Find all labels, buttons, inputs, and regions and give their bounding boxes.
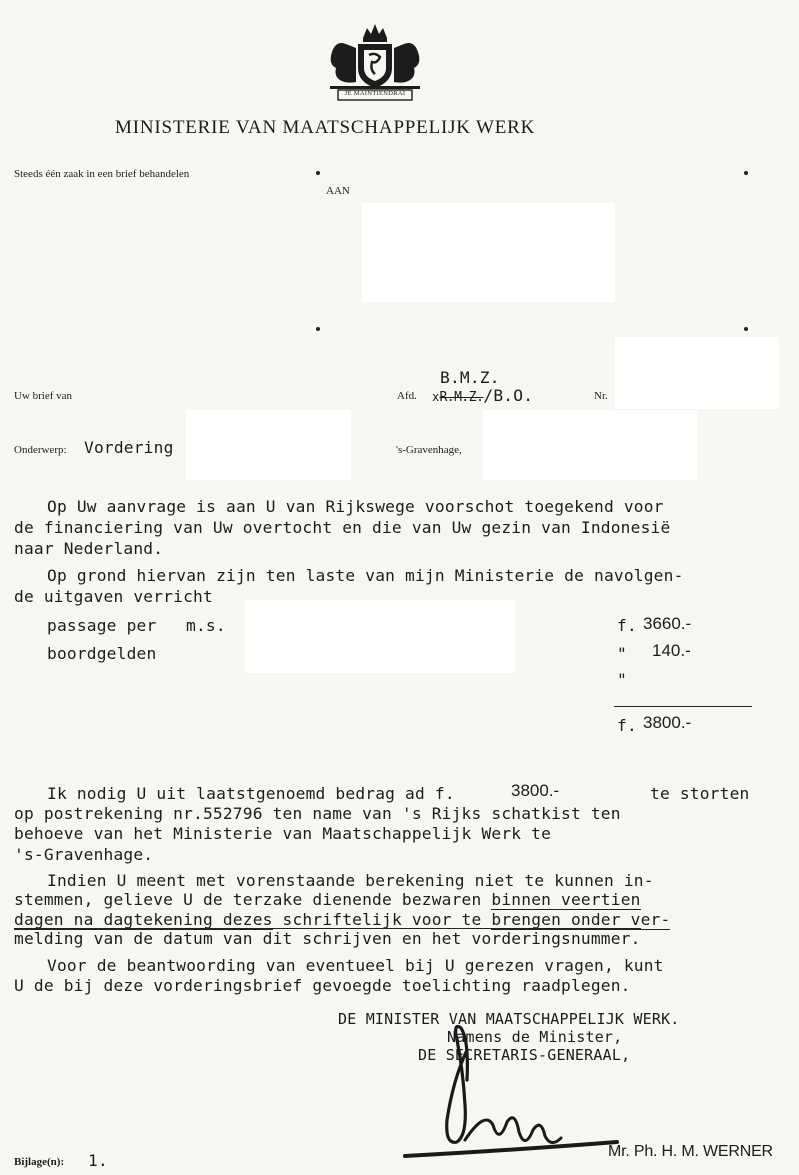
body-line: behoeve van het Ministerie van Maatschappelijk Werk te: [14, 824, 552, 843]
department-suffix: /B.O.: [483, 386, 534, 405]
body-text: melding van de datum van dit schrijven en het vorderingsnummer.: [14, 929, 641, 948]
total-amount: 3800.-: [643, 713, 692, 732]
item-currency: ": [617, 670, 627, 689]
body-line: U de bij deze vorderingsbrief gevoegde toelichting raadplegen.: [14, 976, 631, 995]
body-line: op postrekening nr.552796 ten name van 's Rijks schatkist ten: [14, 804, 621, 823]
redacted-address: [362, 203, 615, 302]
body-line: de uitgaven verricht: [14, 587, 213, 606]
underlined-text: brengen onder ver-: [491, 910, 671, 929]
instruction-text: Steeds één zaak in een brief behandelen: [14, 168, 190, 180]
item-extra: m.s.: [186, 616, 226, 635]
body-line: [14, 910, 670, 929]
address-mark: [316, 327, 320, 331]
body-line: Op grond hiervan zijn ten laste van mijn Ministerie de navolgen-: [47, 566, 684, 585]
body-line: te storten: [650, 784, 750, 803]
department-code-top: B.M.Z.: [440, 368, 500, 387]
item-amount: 140.-: [652, 641, 691, 660]
crest-motto: JE MAINTIENDRAI: [344, 90, 406, 97]
redacted-subject: [186, 410, 351, 480]
body-text: schriftelijk voor te: [272, 910, 492, 929]
signatory-name: Mr. Ph. H. M. WERNER: [608, 1143, 773, 1160]
struck-code: x: [432, 390, 440, 404]
item-amount: 3660.-: [643, 614, 692, 633]
underlined-deadline: binnen veertien: [491, 890, 641, 909]
enclosure-value: 1.: [88, 1151, 108, 1170]
struck-code: R.M.Z.: [439, 390, 484, 405]
body-line: [14, 890, 641, 909]
item-currency: f.: [617, 616, 637, 635]
enclosure-label: Bijlage(n):: [14, 1156, 65, 1168]
department-code: [432, 386, 533, 405]
subject-value: Vordering: [84, 438, 174, 457]
address-mark: [744, 171, 748, 175]
department-label: Afd.: [397, 390, 417, 402]
body-text: stemmen, gelieve U de terzake dienende bezwaren: [14, 890, 492, 909]
total-currency: f.: [617, 716, 637, 735]
underlined-deadline: dagen na dagtekening dezes: [14, 910, 273, 929]
body-line: Ik nodig U uit laatstgenoemd bedrag ad f.: [47, 784, 455, 803]
body-line: Op Uw aanvrage is aan U van Rijkswege voorschot toegekend voor: [47, 497, 664, 516]
body-line: Voor de beantwoording van eventueel bij U gerezen vragen, kunt: [47, 956, 664, 975]
item-currency: ": [617, 644, 627, 663]
body-line: Indien U meent met vorenstaande berekening niet te kunnen in-: [47, 871, 654, 890]
signature-line: Namens de Minister,: [447, 1028, 623, 1046]
redacted-number: [615, 337, 779, 409]
your-letter-label: Uw brief van: [14, 390, 73, 402]
signature-line: DE MINISTER VAN MAATSCHAPPELIJK WERK.: [338, 1010, 680, 1028]
address-mark: [316, 171, 320, 175]
handwritten-signature: [395, 1010, 625, 1165]
number-label: Nr.: [594, 390, 608, 402]
subject-label: Onderwerp:: [14, 444, 67, 456]
to-label: AAN: [326, 185, 350, 197]
payment-amount: 3800.-: [511, 781, 560, 800]
body-line: [14, 929, 641, 948]
item-label: passage per: [47, 616, 157, 635]
redacted-ship-name: [245, 600, 515, 673]
ministry-title: MINISTERIE VAN MAATSCHAPPELIJK WERK: [115, 117, 536, 138]
item-label: boordgelden: [47, 644, 157, 663]
total-rule: [614, 706, 752, 707]
place-label: 's-Gravenhage,: [396, 444, 462, 456]
body-line: naar Nederland.: [14, 539, 164, 558]
signature-line: DE SECRETARIS-GENERAAL,: [418, 1046, 631, 1064]
body-line: de financiering van Uw overtocht en die van Uw gezin van Indonesië: [14, 518, 671, 537]
address-mark: [744, 327, 748, 331]
body-line: 's-Gravenhage.: [14, 845, 154, 864]
redacted-date: [483, 410, 697, 480]
